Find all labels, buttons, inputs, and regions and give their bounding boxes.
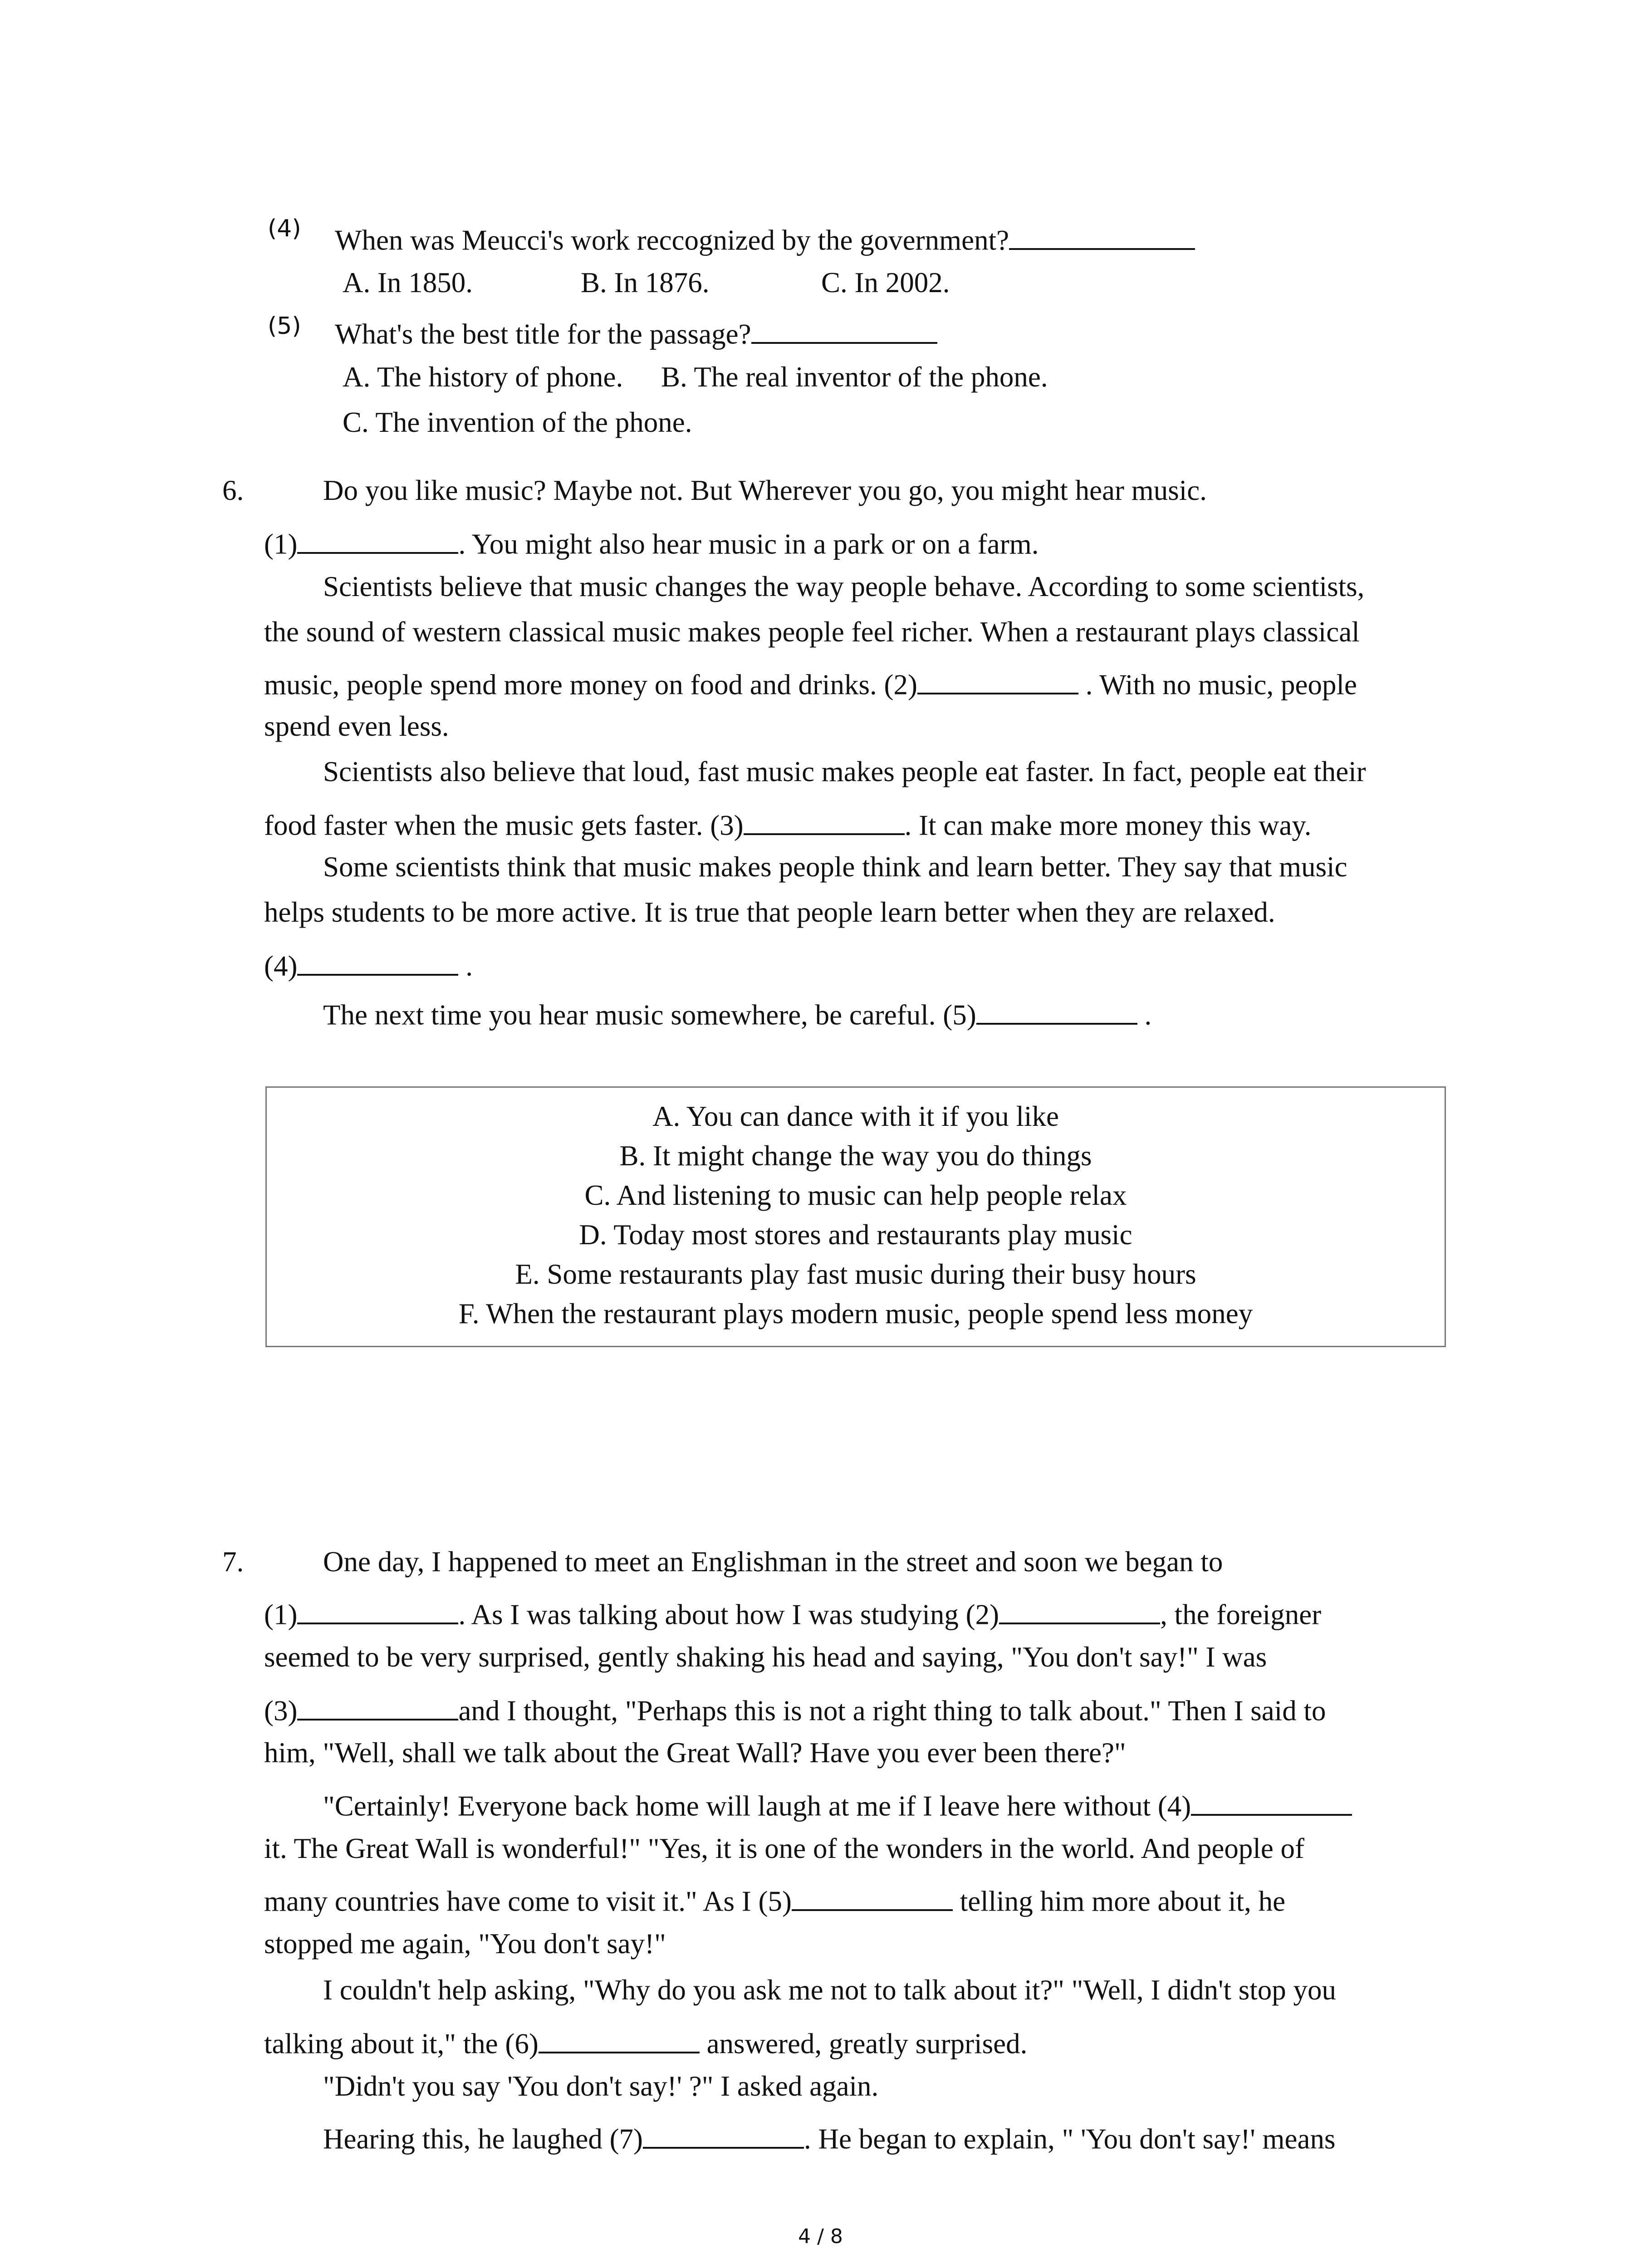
q6-line: Scientists believe that music changes the way people behave. According to some scientists, (323, 571, 1365, 602)
q7-blank-5[interactable] (792, 1883, 953, 1911)
q7-line: "Didn't you say 'You don't say!' ?" I asked again. (323, 2070, 879, 2102)
q6-blank-5[interactable] (976, 997, 1137, 1025)
answer-blank[interactable] (1009, 222, 1195, 250)
q7-blank-1[interactable] (297, 1597, 458, 1624)
q7-line: (3) and I thought, "Perhaps this is not a right thing to talk about." Then I said to (264, 1693, 1326, 1725)
q6-line: (4) . (264, 948, 473, 981)
q6-line: The next time you hear music somewhere, be careful. (5) . (323, 997, 1151, 1030)
q6-line: helps students to be more active. It is true that people learn better when they are relaxed. (264, 896, 1275, 928)
q7-line: stopped me again, "You don't say!" (264, 1928, 666, 1960)
q5-item-4-option-b: B. In 1876. (581, 267, 710, 298)
q7-number: 7. (222, 1546, 244, 1578)
page-number: 4 / 8 (798, 2225, 843, 2248)
q6-option-d: D. Today most stores and restaurants play music (579, 1219, 1132, 1251)
q6-blank-2[interactable] (917, 667, 1078, 694)
q6-line: Scientists also believe that loud, fast music makes people eat faster. In fact, people eat their (323, 756, 1366, 787)
answer-blank[interactable] (751, 316, 937, 344)
q7-line: Hearing this, he laughed (7) . He began to explain, " 'You don't say!' means (323, 2121, 1335, 2154)
q6-options-box (265, 1086, 1446, 1347)
q7-blank-7[interactable] (643, 2121, 804, 2149)
q5-item-5-option-b: B. The real inventor of the phone. (661, 361, 1048, 393)
q7-blank-4[interactable] (1191, 1788, 1352, 1816)
q5-item-4-option-c: C. In 2002. (821, 267, 950, 298)
q6-blank-1[interactable] (297, 526, 458, 554)
q6-line: the sound of western classical music makes people feel richer. When a restaurant plays classical (264, 616, 1360, 648)
q6-line: (1) . You might also hear music in a park or on a farm. (264, 526, 1038, 559)
q5-item-4-question: When was Meucci's work reccognized by the government? (335, 222, 1195, 255)
q7-blank-3[interactable] (297, 1693, 458, 1721)
q7-line: seemed to be very surprised, gently shaking his head and saying, "You don't say!" I was (264, 1641, 1267, 1673)
q6-option-a: A. You can dance with it if you like (652, 1100, 1059, 1132)
q6-line: Do you like music? Maybe not. But Wherever you go, you might hear music. (323, 474, 1207, 506)
q7-line: I couldn't help asking, "Why do you ask me not to talk about it?" "Well, I didn't stop you (323, 1974, 1336, 2006)
q5-item-5-question: What's the best title for the passage? (335, 316, 937, 349)
q6-blank-4[interactable] (297, 948, 458, 976)
q6-option-e: E. Some restaurants play fast music during their busy hours (515, 1258, 1196, 1290)
q7-blank-6[interactable] (539, 2026, 700, 2053)
q7-line: One day, I happened to meet an Englishman in the street and soon we began to (323, 1546, 1223, 1578)
q6-option-c: C. And listening to music can help people relax (584, 1179, 1127, 1211)
q6-option-f: F. When the restaurant plays modern music, people spend less money (458, 1298, 1253, 1330)
q7-line: "Certainly! Everyone back home will laugh at me if I leave here without (4) (323, 1788, 1352, 1821)
q6-line: music, people spend more money on food and drinks. (2) . With no music, people (264, 667, 1357, 699)
q6-number: 6. (222, 474, 244, 506)
q7-line: it. The Great Wall is wonderful!" "Yes, it is one of the wonders in the world. And people of (264, 1833, 1305, 1864)
q7-line: (1) . As I was talking about how I was studying (2) , the foreigner (264, 1597, 1321, 1629)
q5-item-4-option-a: A. In 1850. (343, 267, 473, 298)
q7-blank-2[interactable] (999, 1597, 1160, 1624)
q7-line: many countries have come to visit it." As I (5) telling him more about it, he (264, 1883, 1285, 1916)
q6-line: Some scientists think that music makes people think and learn better. They say that music (323, 851, 1347, 883)
q7-line: him, "Well, shall we talk about the Great Wall? Have you ever been there?" (264, 1737, 1126, 1769)
q7-line: talking about it," the (6) answered, greatly surprised. (264, 2026, 1027, 2058)
q5-item-5-number: (5) (268, 313, 301, 340)
q6-line: food faster when the music gets faster. (3) . It can make more money this way. (264, 807, 1312, 840)
q5-item-5-option-c: C. The invention of the phone. (343, 406, 692, 438)
q6-line: spend even less. (264, 710, 449, 742)
q6-option-b: B. It might change the way you do things (619, 1140, 1092, 1172)
q5-item-5-option-a: A. The history of phone. (343, 361, 623, 393)
q5-item-4-number: (4) (268, 215, 301, 242)
q6-blank-3[interactable] (744, 807, 905, 835)
